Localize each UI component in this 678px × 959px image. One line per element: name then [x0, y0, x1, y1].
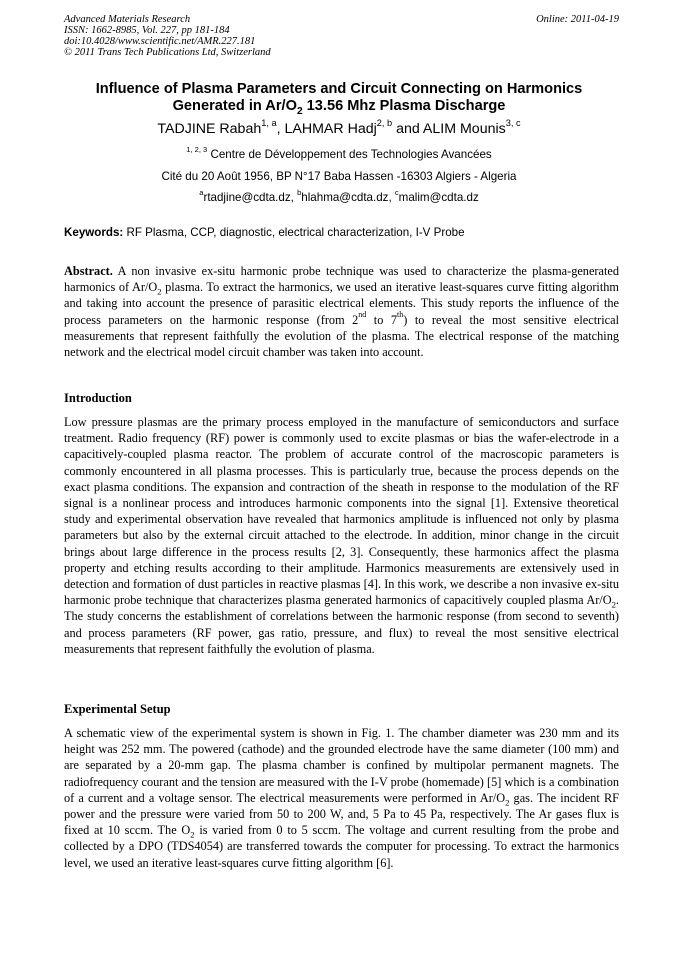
- title-line-2: [64, 98, 614, 115]
- abstract-text: to 7: [366, 312, 398, 327]
- journal-name: Advanced Materials Research: [64, 14, 191, 25]
- affiliation-name: Centre de Développement des Technologies Avancées: [207, 148, 492, 161]
- title-text: 13.56 Mhz Plasma Discharge: [302, 98, 506, 114]
- abstract-superscript: nd: [358, 310, 367, 320]
- email-superscript: a: [199, 188, 204, 198]
- author-superscript: 1, a: [261, 117, 277, 128]
- email-superscript: c: [394, 188, 399, 198]
- introduction-subscript: 2: [611, 599, 616, 610]
- abstract-label: Abstract.: [64, 264, 113, 278]
- author-name: and ALIM Mounis: [392, 121, 506, 137]
- author-list: [64, 117, 614, 138]
- journal-issn: ISSN: 1662-8985, Vol. 227, pp 181-184: [64, 25, 230, 36]
- keywords-label: Keywords:: [64, 226, 124, 239]
- abstract-text: A non invasive ex-situ harmonic probe technique was used to characterize the plasma-generated harmonics of Ar/O: [64, 264, 619, 295]
- author-name: TADJINE Rabah: [157, 121, 262, 137]
- title-text: Generated in Ar/O: [172, 98, 297, 114]
- keywords: [64, 226, 619, 240]
- abstract-text: ) to reveal the most sensitive electrical measurements that represent faithfully the evolution of the plasma. The electrical response of the matching network and the electrical model circuit chamber was taken into account.: [64, 312, 619, 360]
- introduction-text: . The study concerns the establishment of correlations between the harmonic response (from second to seventh) and process parameters (RF power, gas ratio, pressure, and flux) to reveal the most sensitive electrical measurements that represent faithfully the evolution of plasma.: [64, 593, 619, 656]
- author-emails: [64, 188, 614, 205]
- author-superscript: 2, b: [376, 117, 393, 128]
- journal-header: [64, 14, 619, 58]
- experimental-text: is varied from 0 to 5 sccm. The voltage and current resulting from the probe and collected by a DPO (TDS4054) are transferred towards the computer for processing. To extract the harmonics level, we used an iterative least-squares curve fitting algorithm [6].: [64, 823, 619, 870]
- introduction-paragraph: [64, 414, 619, 657]
- paper-title: [64, 81, 614, 115]
- email-link[interactable]: rtadjine@cdta.dz,: [203, 191, 298, 204]
- keywords-text: RF Plasma, CCP, diagnostic, electrical characterization, I-V Probe: [123, 226, 465, 239]
- email-superscript: b: [297, 188, 302, 198]
- introduction-heading: Introduction: [64, 391, 132, 405]
- abstract-text: plasma. To extract the harmonics, we used an iterative least-squares curve fitting algorithm and taking into account the presence of parasitic electrical elements. This study reports the influence of the process parameters on the harmonic response (from 2: [64, 280, 619, 327]
- online-date: Online: 2011-04-19: [536, 14, 619, 25]
- abstract-paragraph: [64, 263, 619, 360]
- title-subscript: 2: [296, 105, 303, 117]
- experimental-text: A schematic view of the experimental system is shown in Fig. 1. The chamber diameter was 230 mm and its height was 252 mm. The powered (cathode) and the grounded electrode have the same diameter (100 mm) and are separated by a 20-mm gap. The plasma chamber is confined by multipolar permanent magnets. The radiofrequency courant and the tension are measured with the I-V probe (homemade) [5] which is a combination of a current and a voltage sensor. The electrical measurements were performed in Ar/O: [64, 726, 619, 805]
- introduction-text: Low pressure plasmas are the primary process employed in the manufacture of semiconductors and surface treatment. Radio frequency (RF) power is commonly used to excite plasmas or bias the wafer-electrode in a capacitively-coupled plasma reactor. The problem of accurate control of the macroscopic parameters is commonly encountered in all plasma processes. This is particularly true, because the process depends on the exact plasma conditions. The expansion and contraction of the sheath in response to the modulation of the RF signal is a nonlinear process and introduces harmonic components into the signal [1]. Extensive theoretical study and experimental observation have revealed that harmonics amplitude is influenced not only by plasma parameters but also by the external circuit attached to the electrode. In addition, minor change in the circuit brings about large difference in the process results [2, 3]. Consequently, these harmonics affect the plasma property and etching results according to their amplitude. Harmonics measurements are extensively used in detection and formation of dust particles in reactive plasmas [4]. In this work, we describe a non invasive ex-situ harmonic probe technique that characterizes plasma generated harmonics of capacitively coupled plasma Ar/O: [64, 415, 619, 608]
- title-line-1: Influence of Plasma Parameters and Circuit Connecting on Harmonics: [95, 81, 583, 97]
- abstract-superscript: th: [397, 310, 404, 320]
- author-name: , LAHMAR Hadj: [276, 121, 377, 137]
- abstract-subscript: 2: [157, 286, 162, 297]
- experimental-heading: Experimental Setup: [64, 702, 171, 716]
- experimental-subscript: 2: [505, 797, 510, 808]
- author-superscript: 3, c: [505, 117, 521, 128]
- affiliation-address: Cité du 20 Août 1956, BP N°17 Baba Hassen -16303 Algiers - Algeria: [161, 170, 517, 183]
- journal-doi[interactable]: doi:10.4028/www.scientific.net/AMR.227.181: [64, 36, 256, 47]
- email-link[interactable]: malim@cdta.dz: [398, 191, 479, 204]
- journal-copyright: © 2011 Trans Tech Publications Ltd, Switzerland: [64, 47, 271, 58]
- experimental-paragraph: [64, 725, 619, 871]
- affiliation-superscript: 1, 2, 3: [186, 145, 208, 155]
- affiliation-center: [64, 145, 614, 162]
- email-link[interactable]: hlahma@cdta.dz,: [301, 191, 395, 204]
- experimental-subscript: 2: [190, 829, 195, 840]
- experimental-text: gas. The incident RF power and the pressure were varied from 50 to 200 W, and, 5 Pa to 45 Pa, respectively. The Ar gases flux is fixed at 10 sccm. The O: [64, 790, 619, 838]
